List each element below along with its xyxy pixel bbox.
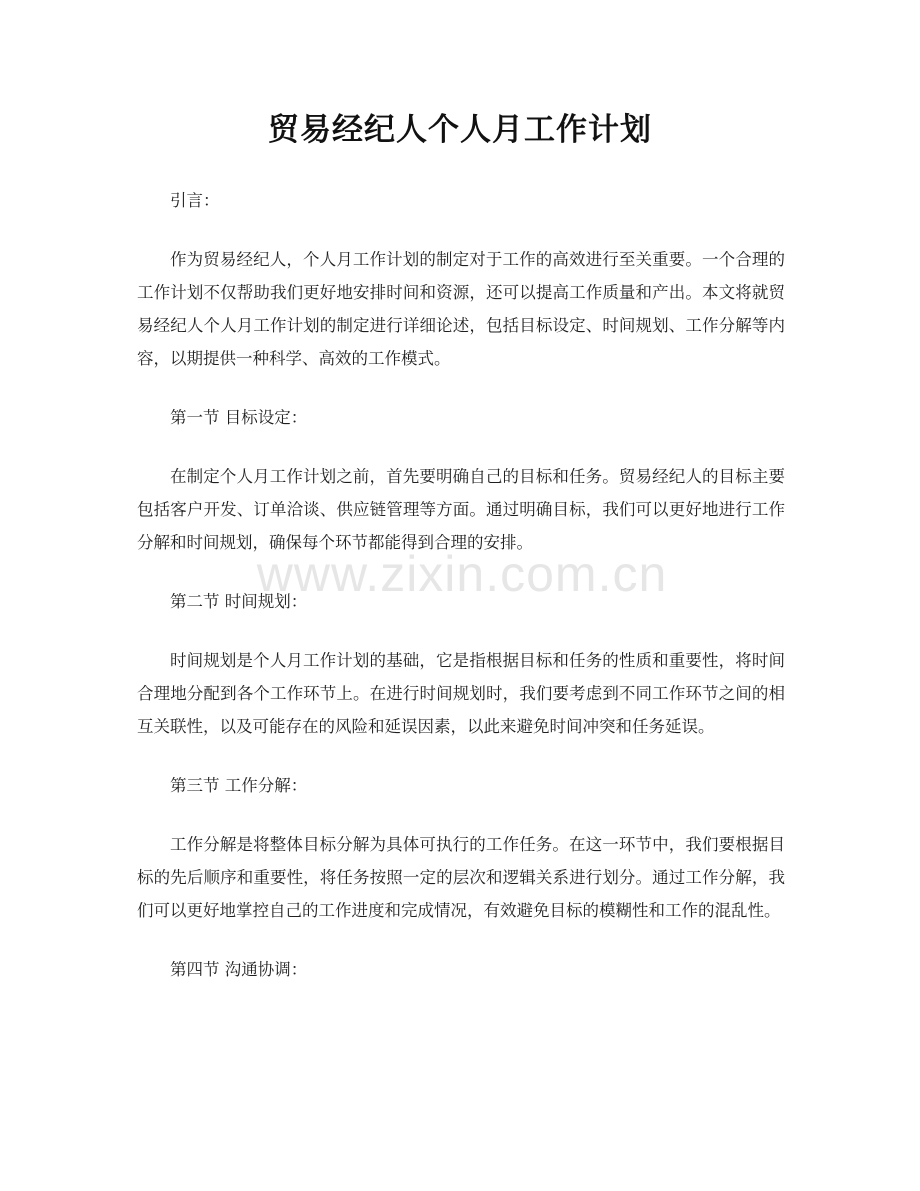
paragraph-section-1: 在制定个人月工作计划之前，首先要明确自己的目标和任务。贸易经纪人的目标主要包括客户开发、订单洽谈、供应链管理等方面。通过明确目标，我们可以更好地进行工作分解和时间规划，确保每个环节都能得到合理的安排。 [137, 467, 785, 552]
section-heading-2: 第二节 时间规划： [170, 592, 308, 611]
section-heading-1: 第一节 目标设定： [170, 408, 308, 427]
paragraph-intro: 作为贸易经纪人，个人月工作计划的制定对于工作的高效进行至关重要。一个合理的工作计划不仅帮助我们更好地安排时间和资源，还可以提高工作质量和产出。本文将就贸易经纪人个人月工作计划的制定进行详细论述，包括目标设定、时间规划、工作分解等内容，以期提供一种科学、高效的工作模式。 [137, 250, 785, 368]
document-body [137, 184, 785, 1012]
paragraph-section-3: 工作分解是将整体目标分解为具体可执行的工作任务。在这一环节中，我们要根据目标的先后顺序和重要性，将任务按照一定的层次和逻辑关系进行划分。通过工作分解，我们可以更好地掌控自己的工作进度和完成情况，有效避免目标的模糊性和工作的混乱性。 [137, 835, 785, 920]
section-heading-4: 第四节 沟通协调： [170, 960, 308, 979]
paragraph-section-2: 时间规划是个人月工作计划的基础，它是指根据目标和任务的性质和重要性，将时间合理地分配到各个工作环节上。在进行时间规划时，我们要考虑到不同工作环节之间的相互关联性，以及可能存在的风险和延误因素，以此来避免时间冲突和任务延误。 [137, 651, 785, 736]
section-heading-intro: 引言： [170, 191, 220, 210]
document-title: 贸易经纪人个人月工作计划 [268, 112, 652, 148]
watermark: www.zixin.com.cn [256, 546, 668, 602]
section-heading-3: 第三节 工作分解： [170, 776, 308, 795]
